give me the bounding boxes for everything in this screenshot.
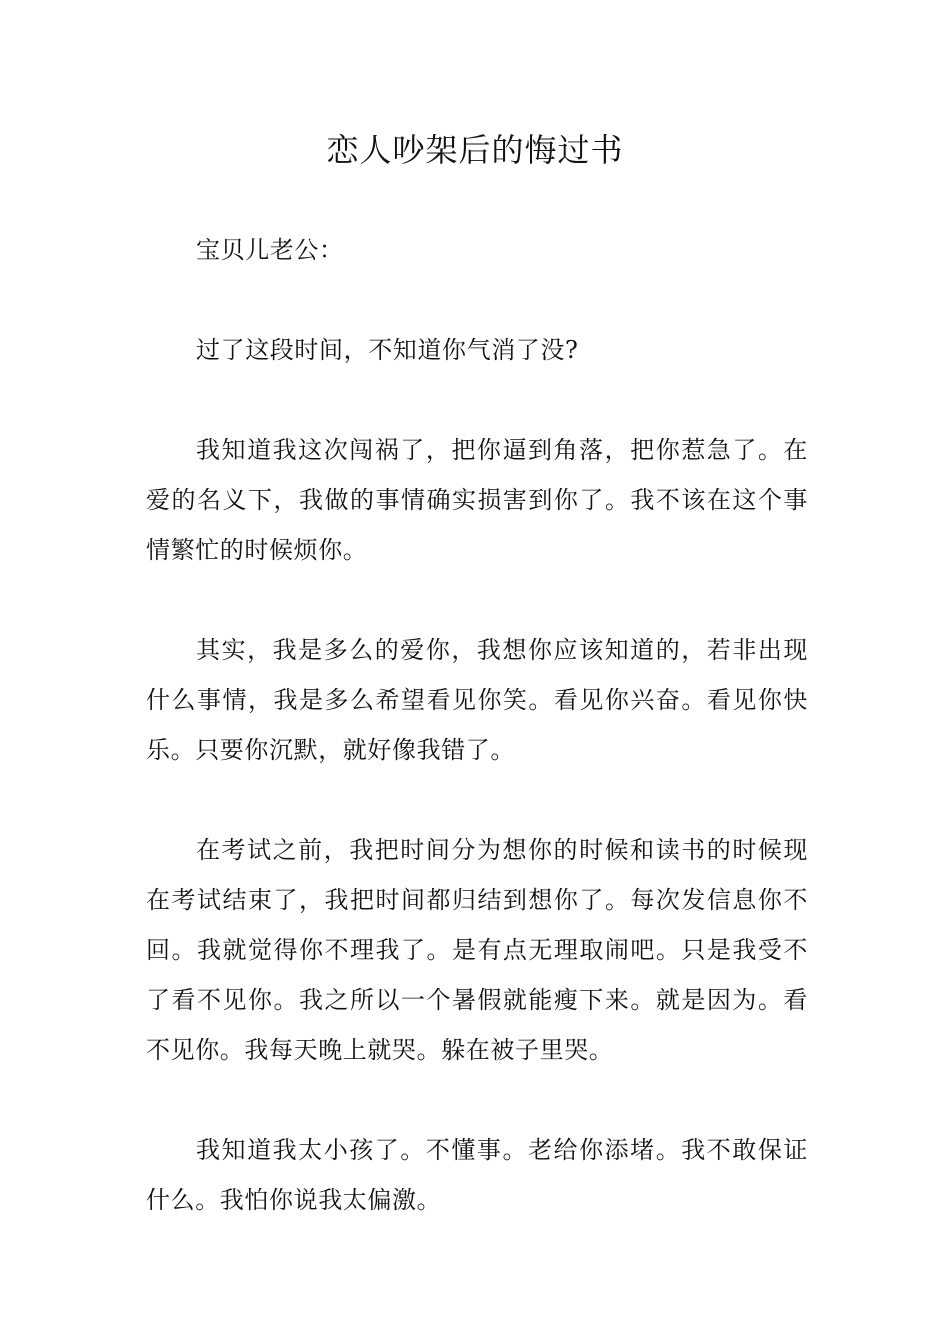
paragraph-4: 在考试之前，我把时间分为想你的时候和读书的时候现在考试结束了，我把时间都归结到想你了。每次发信息你不回。我就觉得你不理我了。是有点无理取闹吧。只是我受不了看不见你。我之所以一个暑假就能瘦下来。就是因为。看不见你。我每天晚上就哭。躲在被子里哭。 [146,836,808,1064]
paragraph-3: 其实，我是多么的爱你，我想你应该知道的，若非出现什么事情，我是多么希望看见你笑。看见你兴奋。看见你快乐。只要你沉默，就好像我错了。 [146,636,808,764]
paragraph-1: 过了这段时间，不知道你气消了没? [196,336,579,364]
document-title: 恋人吵架后的悔过书 [326,131,624,169]
salutation: 宝贝儿老公： [196,236,344,264]
document-body [146,225,808,1275]
paragraph-5: 我知道我太小孩了。不懂事。老给你添堵。我不敢保证什么。我怕你说我太偏激。 [146,1136,808,1214]
paragraph-2: 我知道我这次闯祸了，把你逼到角落，把你惹急了。在爱的名义下，我做的事情确实损害到你了。我不该在这个事情繁忙的时候烦你。 [146,436,808,564]
